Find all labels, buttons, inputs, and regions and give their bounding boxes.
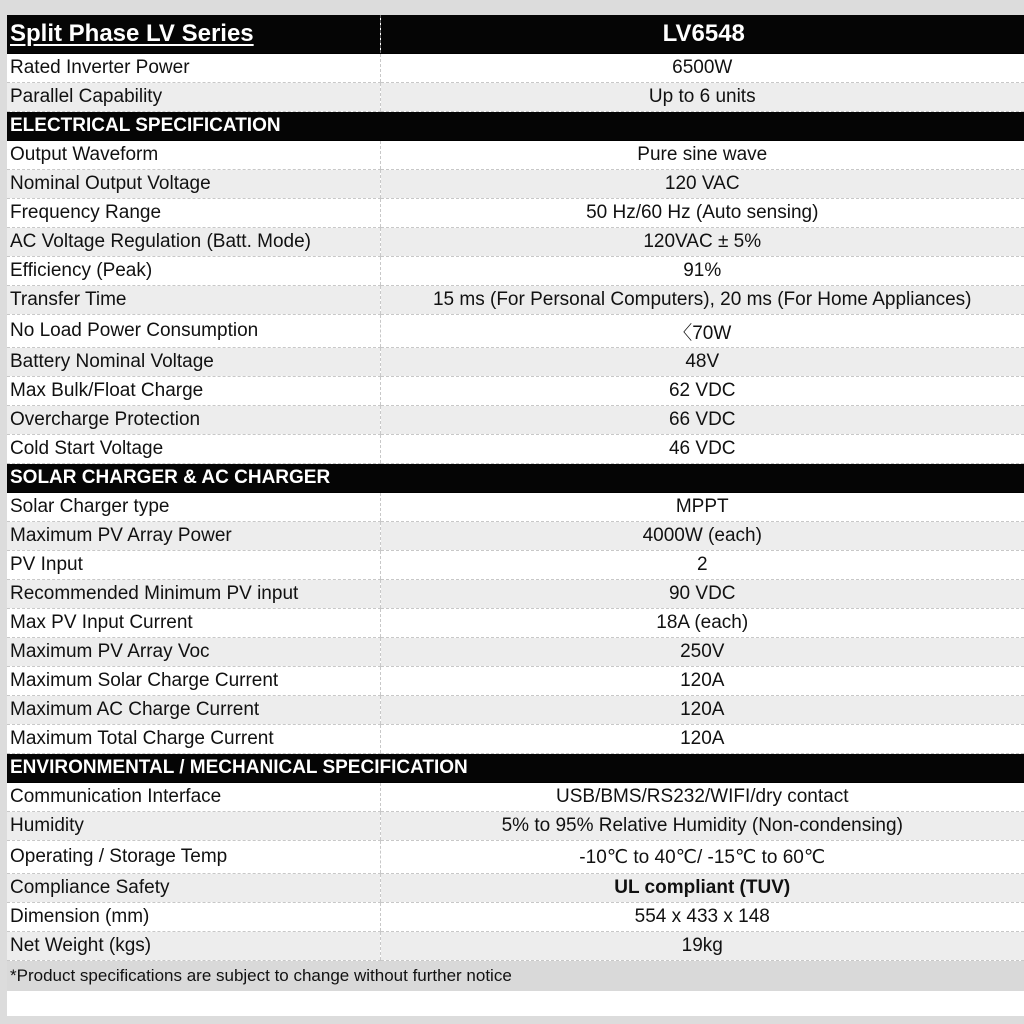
spec-label: Max PV Input Current [7,609,380,638]
spec-value: 50 Hz/60 Hz (Auto sensing) [380,199,1024,228]
spec-value: 62 VDC [380,377,1024,406]
spec-label: Max Bulk/Float Charge [7,377,380,406]
section-title: ELECTRICAL SPECIFICATION [7,112,1024,141]
footnote: *Product specifications are subject to change without further notice [7,961,1024,991]
spec-label: No Load Power Consumption [7,315,380,348]
section-header-environmental [7,754,1024,783]
spec-value: 250V [380,638,1024,667]
series-title: Split Phase LV Series [7,15,380,54]
spec-label: Transfer Time [7,286,380,315]
spec-value: 15 ms (For Personal Computers), 20 ms (For Home Appliances) [380,286,1024,315]
spec-value: 66 VDC [380,406,1024,435]
spec-label: Maximum PV Array Voc [7,638,380,667]
table-row [7,257,1024,286]
spec-label: Maximum AC Charge Current [7,696,380,725]
spec-value: UL compliant (TUV) [380,874,1024,903]
spec-value: 120A [380,667,1024,696]
spec-value: 91% [380,257,1024,286]
table-row [7,435,1024,464]
spec-label: Operating / Storage Temp [7,841,380,874]
spec-value: 19kg [380,932,1024,961]
spec-label: AC Voltage Regulation (Batt. Mode) [7,228,380,257]
spec-label: Frequency Range [7,199,380,228]
table-row [7,932,1024,961]
spec-label: Net Weight (kgs) [7,932,380,961]
spec-value: MPPT [380,493,1024,522]
spec-value: 46 VDC [380,435,1024,464]
spec-value: 4000W (each) [380,522,1024,551]
spec-value: Up to 6 units [380,83,1024,112]
spec-label: Communication Interface [7,783,380,812]
table-row [7,228,1024,257]
table-row [7,406,1024,435]
table-row [7,580,1024,609]
spec-value: USB/BMS/RS232/WIFI/dry contact [380,783,1024,812]
table-row [7,199,1024,228]
spec-label: Overcharge Protection [7,406,380,435]
section-header-solar [7,464,1024,493]
spec-value: 120VAC ± 5% [380,228,1024,257]
spec-value: 120A [380,725,1024,754]
table-row [7,725,1024,754]
spec-label: Rated Inverter Power [7,54,380,83]
table-row [7,286,1024,315]
table-row [7,348,1024,377]
spec-value: Pure sine wave [380,141,1024,170]
table-row [7,638,1024,667]
spec-label: Recommended Minimum PV input [7,580,380,609]
spec-label: Nominal Output Voltage [7,170,380,199]
table-row [7,315,1024,348]
spec-value: 5% to 95% Relative Humidity (Non-condensing) [380,812,1024,841]
table-row [7,493,1024,522]
spec-label: PV Input [7,551,380,580]
spec-label: Output Waveform [7,141,380,170]
table-row [7,609,1024,638]
spec-value: 90 VDC [380,580,1024,609]
spec-value: 〈70W [380,315,1024,348]
section-title: ENVIRONMENTAL / MECHANICAL SPECIFICATION [7,754,1024,783]
spec-label: Maximum Solar Charge Current [7,667,380,696]
table-row [7,170,1024,199]
spec-table [7,15,1024,961]
table-row [7,783,1024,812]
spec-label: Dimension (mm) [7,903,380,932]
spec-value: 120A [380,696,1024,725]
table-row [7,841,1024,874]
spec-label: Solar Charger type [7,493,380,522]
table-row [7,696,1024,725]
table-row [7,54,1024,83]
spec-value: -10℃ to 40℃/ -15℃ to 60℃ [380,841,1024,874]
table-row [7,874,1024,903]
section-header-electrical [7,112,1024,141]
section-title: SOLAR CHARGER & AC CHARGER [7,464,1024,493]
model-title: LV6548 [380,15,1024,54]
spec-label: Battery Nominal Voltage [7,348,380,377]
table-row [7,667,1024,696]
spec-label: Cold Start Voltage [7,435,380,464]
spec-label: Efficiency (Peak) [7,257,380,286]
spec-label: Maximum Total Charge Current [7,725,380,754]
spec-label: Maximum PV Array Power [7,522,380,551]
table-row [7,551,1024,580]
spec-value: 48V [380,348,1024,377]
table-row [7,903,1024,932]
table-row [7,141,1024,170]
table-row [7,377,1024,406]
spec-value: 120 VAC [380,170,1024,199]
table-row [7,83,1024,112]
spec-sheet [7,15,1024,1016]
table-row [7,522,1024,551]
spec-value: 18A (each) [380,609,1024,638]
spec-label: Humidity [7,812,380,841]
spec-value: 6500W [380,54,1024,83]
table-row [7,812,1024,841]
spec-label: Parallel Capability [7,83,380,112]
table-title-row [7,15,1024,54]
spec-value: 2 [380,551,1024,580]
spec-value: 554 x 433 x 148 [380,903,1024,932]
spec-label: Compliance Safety [7,874,380,903]
